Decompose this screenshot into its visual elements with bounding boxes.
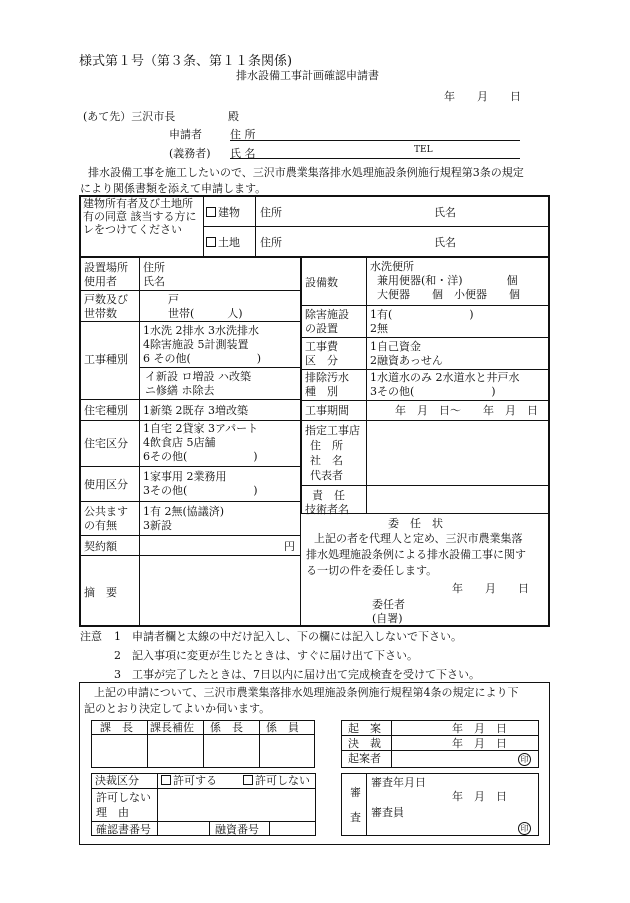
- units-count[interactable]: 戸: [168, 293, 179, 306]
- tel-label: TEL: [414, 145, 433, 155]
- review-label-1: 審: [350, 786, 361, 799]
- cost-self[interactable]: 1自己資金: [370, 340, 421, 353]
- cost-label-2: 区 分: [305, 354, 338, 367]
- form-number: 様式第１号（第３条、第１１条関係): [79, 54, 293, 69]
- owner-land-name-label: 氏名: [434, 236, 456, 249]
- housing-class-label: 住宅区分: [84, 437, 128, 450]
- yen-unit: 円: [284, 540, 295, 553]
- use-class-options-1[interactable]: 1家事用 2業務用: [143, 470, 227, 483]
- setti-label: 設置場所: [84, 261, 128, 274]
- approval-date[interactable]: 年 月 日: [452, 737, 507, 750]
- drafter-seal-char: 印: [518, 753, 531, 766]
- review-label-2: 査: [350, 811, 361, 824]
- wastewater-options-1[interactable]: 1水道水のみ 2水道水と井戸水: [370, 371, 520, 384]
- owner-building-name-label: 氏名: [434, 206, 456, 219]
- work-period-value[interactable]: 年 月 日〜 年 月 日: [395, 404, 538, 417]
- confirmation-no-label: 確認書番号: [96, 823, 151, 836]
- contract-amount-label: 契約額: [84, 540, 117, 553]
- checkbox-reject[interactable]: [243, 775, 253, 785]
- review-date-label: 審査年月日: [371, 776, 426, 789]
- toilet-counts[interactable]: 大便器 個 小便器 個: [377, 288, 520, 301]
- notes-head: 注意: [80, 630, 102, 643]
- decision-approve[interactable]: 許可する: [161, 774, 217, 787]
- address-label: 住 所: [230, 128, 256, 141]
- equipment-count-label: 設備数: [305, 276, 338, 289]
- public-basin-label: 公共ます: [84, 505, 128, 518]
- user-label: 使用者: [84, 275, 117, 288]
- approver-chief: 課 長: [100, 721, 133, 734]
- work-kind-options-2[interactable]: ニ修繕 ホ除去: [145, 384, 215, 397]
- engineer-name-label: 技術者名: [305, 503, 349, 516]
- drafter-seal-icon: [518, 752, 531, 766]
- user-name[interactable]: 氏名: [143, 275, 165, 288]
- wastewater-options-2[interactable]: 3その他( ): [370, 385, 496, 398]
- checkbox-approve[interactable]: [161, 775, 171, 785]
- reviewer-label: 審査員: [371, 806, 404, 819]
- approver-deputy: 課長補佐: [150, 721, 194, 734]
- households-label-2: 世帯数: [84, 307, 117, 320]
- proxy-text-3: る一切の件を委任します。: [306, 564, 438, 577]
- cost-label: 工事費: [305, 340, 338, 353]
- housing-class-options-3[interactable]: 6その他( ): [143, 450, 258, 463]
- housing-class-options-1[interactable]: 1自宅 2貸家 3アパート: [143, 422, 259, 435]
- applicant-label: 申請者: [169, 128, 202, 141]
- abatement-label: 除害施設: [305, 308, 349, 321]
- draft-label: 起 案: [348, 722, 381, 735]
- work-type-options-3[interactable]: 6 その他( ): [143, 352, 262, 365]
- draft-date[interactable]: 年 月 日: [452, 722, 507, 735]
- public-basin-options-1[interactable]: 1有 2無(協議済): [143, 505, 225, 518]
- contractor-label: 指定工事店: [305, 424, 360, 437]
- contractor-address-label: 住 所: [310, 439, 343, 452]
- proxy-date[interactable]: 年 月 日: [452, 582, 529, 595]
- check-land[interactable]: 土地: [206, 236, 240, 249]
- abatement-yes[interactable]: 1有( ): [370, 308, 474, 321]
- cost-loan[interactable]: 2融資あっせん: [370, 354, 443, 367]
- note-1: 1 申請者欄と太線の中だけ記入し、下の欄には記入しないで下さい。: [114, 630, 462, 643]
- approver-staff: 係 員: [266, 721, 299, 734]
- housing-type-label: 住宅種別: [84, 404, 128, 417]
- office-text-1: 上記の申請について、三沢市農業集落排水処理施設条例施行規程第4条の規定により下: [94, 686, 519, 699]
- intro-line-2: により関係書類を添えて申請します。: [80, 182, 267, 195]
- checkbox-building[interactable]: [206, 207, 216, 217]
- approval-label: 決 裁: [348, 737, 381, 750]
- dual-toilet-count[interactable]: 兼用便器(和・洋) 個: [377, 274, 518, 287]
- decision-label: 決裁区分: [95, 774, 139, 787]
- self-sign-label: (自署): [372, 612, 403, 625]
- public-basin-label-2: の有無: [84, 519, 117, 532]
- public-basin-options-2[interactable]: 3新設: [143, 519, 172, 532]
- proxy-text-2: 排水処理施設条例による排水設備工事に関す: [306, 548, 526, 561]
- decision-reject[interactable]: 許可しない: [243, 774, 310, 787]
- proxy-text-1: 上記の者を代理人と定め、三沢市農業集落: [314, 532, 523, 545]
- header-date[interactable]: 年 月 日: [444, 90, 521, 103]
- housing-type-options[interactable]: 1新築 2既存 3増改築: [143, 404, 248, 417]
- work-type-options-2[interactable]: 4除害施設 5計測装置: [143, 338, 249, 351]
- reject-reason-label: 許可しない: [96, 791, 151, 804]
- delegator-label: 委任者: [372, 598, 405, 611]
- work-type-options-1[interactable]: 1水洗 2排水 3水洗排水: [143, 324, 259, 337]
- remarks-label: 摘 要: [84, 586, 117, 599]
- wastewater-label: 排除汚水: [305, 371, 349, 384]
- obligor-label: (義務者): [169, 147, 211, 160]
- use-class-label: 使用区分: [84, 478, 128, 491]
- work-type-label: 工事種別: [84, 353, 128, 366]
- note-2: 2 記入事項に変更が生じたときは、すぐに届け出て下さい。: [114, 649, 418, 662]
- contractor-company-label: 社 名: [310, 454, 343, 467]
- setti-address[interactable]: 住所: [143, 261, 165, 274]
- engineer-label: 責 任: [312, 489, 345, 502]
- loan-no-label: 融資番号: [215, 823, 259, 836]
- wastewater-label-2: 種 別: [305, 385, 338, 398]
- use-class-options-2[interactable]: 3その他( ): [143, 484, 258, 497]
- households-label: 戸数及び: [84, 293, 128, 306]
- note-3: 3 工事が完了したときは、7日以内に届け出て完成検査を受けて下さい。: [114, 668, 480, 681]
- reviewer-seal-char: 印: [518, 822, 531, 835]
- flush-toilet-label: 水洗便所: [370, 260, 414, 273]
- reason-label: 理 由: [96, 806, 129, 819]
- housing-class-options-2[interactable]: 4飲食店 5店舗: [143, 436, 216, 449]
- abatement-label-2: の設置: [305, 322, 338, 335]
- contractor-rep-label: 代表者: [310, 469, 343, 482]
- owner-consent-label: 建物所有者及び土地所有の同意 該当する方にレをつけてください: [83, 197, 197, 236]
- owner-building-address-label: 住所: [260, 206, 282, 219]
- intro-line-1: 排水設備工事を施工したいので、三沢市農業集落排水処理施設条例施行規程第3条の規定: [88, 166, 524, 179]
- owner-land-address-label: 住所: [260, 236, 282, 249]
- review-date[interactable]: 年 月 日: [452, 790, 507, 803]
- work-kind-options-1[interactable]: イ新設 ロ増設 ハ改築: [145, 370, 251, 383]
- checkbox-land[interactable]: [206, 237, 216, 247]
- reviewer-seal-icon: [518, 821, 531, 835]
- dono: 殿: [228, 110, 239, 123]
- proxy-title: 委 任 状: [388, 517, 443, 530]
- work-period-label: 工事期間: [305, 404, 349, 417]
- addressee: (あて先）三沢市長: [83, 110, 176, 123]
- drafter-label: 起案者: [348, 752, 381, 765]
- form-title: 排水設備工事計画確認申請書: [236, 69, 379, 82]
- name-label: 氏 名: [230, 147, 256, 160]
- abatement-no[interactable]: 2無: [370, 322, 388, 335]
- name-line[interactable]: [230, 158, 520, 159]
- households-count[interactable]: 世帯( 人): [168, 307, 243, 320]
- check-building[interactable]: 建物: [206, 206, 240, 219]
- office-text-2: 記のとおり決定してよいか伺います。: [84, 702, 271, 715]
- approver-section-chief: 係 長: [210, 721, 243, 734]
- address-line[interactable]: [230, 140, 520, 141]
